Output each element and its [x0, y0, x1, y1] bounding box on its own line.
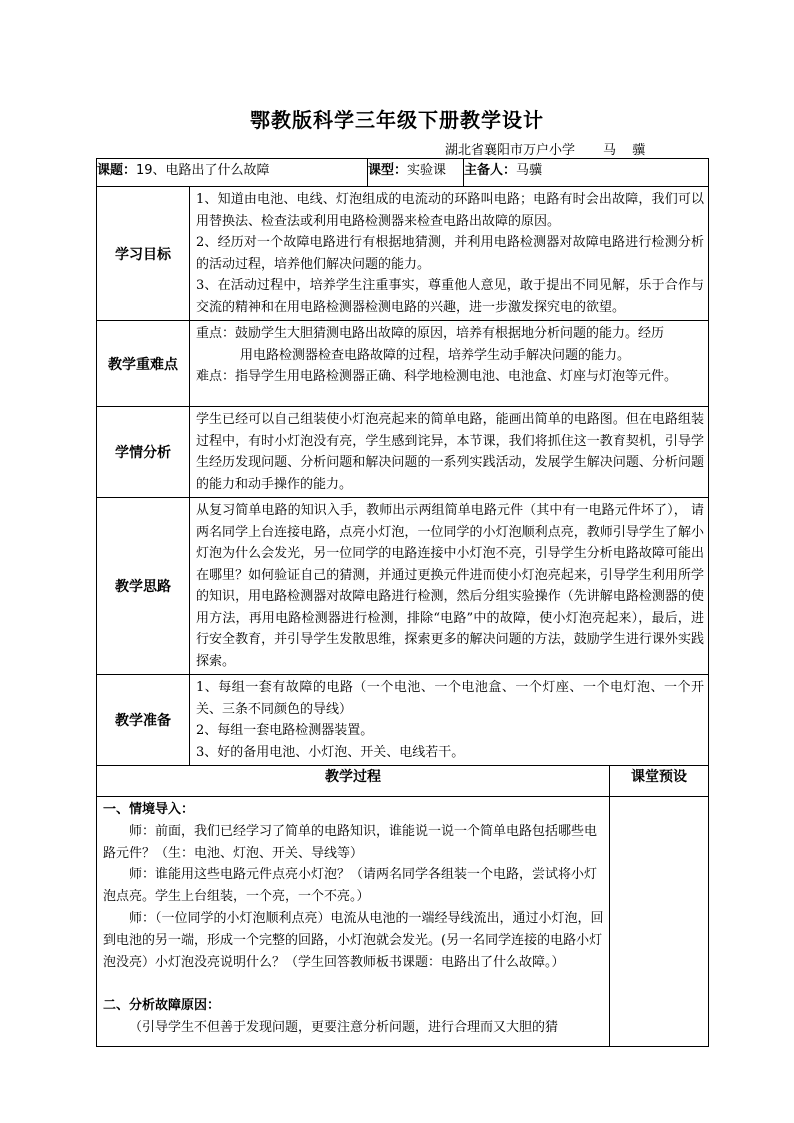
prep-item: 2、每组一套电路检测器装置。	[196, 723, 374, 738]
approach-content	[190, 498, 709, 675]
goals-label: 学习目标	[97, 187, 190, 321]
approach-text: 从复习简单电路的知识入手，教师出示两组简单电路元件（其中有一电路元件坏了）， 请两名同学上台连接电路，点亮小灯泡，一位同学的小灯泡顺利点亮，教师引导学生了解小灯泡为什么会发光，另一位同学的电路连接中小灯泡不亮，引导学生分析电路故障可能出在哪里？如何验证自己的猜测，并通过更换元件进而使小灯泡亮起来，引导学生利用所学的知识，用电路检测器对故障电路进行检测，然后分组实验操作（先讲解电路检测器的使用方法，再用电路检测器进行检测，排除“电路”中的故障，使小灯泡亮起来），最后，进行安全教育，并引导学生发散思维，探索更多的解决问题的方法，鼓励学生进行课外实践探索。	[196, 503, 704, 669]
prep-item: 1、每组一套有故障的电路（一个电池、一个电池盒、一个灯座、一个电灯泡、一个开关、三条不同颜色的导线）	[196, 680, 704, 717]
preset-content	[610, 797, 709, 1047]
prep-label: 教学准备	[97, 675, 190, 766]
preset-header: 课堂预设	[610, 766, 709, 797]
process-paragraph: 师：谁能用这些电路元件点亮小灯泡？（请两名同学各组装一个电路，尝试将小灯泡点亮。学生上台组装，一个亮，一个不亮。）	[103, 867, 598, 905]
preparer-cell	[464, 159, 709, 187]
key-difficulty: 难点：指导学生用电路检测器正确、科学地检测电池、电池盒、灯座与灯泡等元件。	[196, 369, 678, 384]
keypoints-label: 教学重难点	[97, 321, 190, 407]
preparer-label: 主备人：	[464, 163, 517, 178]
process-paragraph: （引导学生不但善于发现问题，更要注意分析问题，进行合理而又大胆的猜	[129, 1019, 559, 1035]
author-line	[445, 139, 651, 158]
goal-item: 3、在活动过程中，培养学生注重事实，尊重他人意见，敢于提出不同见解，乐于合作与交流的精神和在用电路检测器检测电路的兴趣，进一步激发探究电的欲望。	[196, 278, 704, 315]
lesson-value: 19、电路出了什么故障	[136, 163, 270, 178]
section-title: 一、情境导入：	[103, 802, 195, 817]
key-focus: 重点：鼓励学生大胆猜测电路出故障的原因，培养有根据地分析问题的能力。经历	[196, 326, 665, 341]
process-header-row	[97, 766, 709, 797]
process-body-row	[97, 797, 709, 1047]
author-name: 马 骥	[603, 143, 652, 158]
lesson-label: 课题：	[97, 163, 137, 178]
goals-row	[97, 187, 709, 321]
lesson-title-cell	[97, 159, 368, 187]
type-label: 课型：	[368, 163, 408, 178]
keypoints-content	[190, 321, 709, 407]
section-title: 二、分析故障原因：	[103, 998, 221, 1014]
process-header: 教学过程	[97, 766, 610, 797]
key-focus-cont: 用电路检测器检查电路故障的过程，培养学生动手解决问题的能力。	[240, 347, 631, 363]
analysis-row	[97, 407, 709, 498]
spacer	[103, 973, 605, 995]
type-value: 实验课	[407, 163, 447, 178]
goals-content	[190, 187, 709, 321]
goal-item: 2、经历对一个故障电路进行有根据地猜测，并利用电路检测器对故障电路进行检测分析的活动过程，培养他们解决问题的能力。	[196, 235, 704, 272]
document-title: 鄂教版科学三年级下册教学设计	[250, 108, 544, 132]
approach-label: 教学思路	[97, 498, 190, 675]
analysis-content	[190, 407, 709, 498]
analysis-label: 学情分析	[97, 407, 190, 498]
prep-item: 3、好的备用电池、小灯泡、开关、电线若干。	[196, 744, 465, 760]
goal-item: 1、知道由电池、电线、灯泡组成的电流动的环路叫电路；电路有时会出故障，我们可以用替换法、检查法或利用电路检测器来检查电路出故障的原因。	[196, 192, 704, 229]
lesson-plan-table	[96, 158, 709, 1047]
header-row	[97, 159, 709, 187]
lesson-type-cell	[368, 159, 464, 187]
process-paragraph: 师：前面，我们已经学习了简单的电路知识，谁能说一说一个简单电路包括哪些电路元件？（生：电池、灯泡、开关、导线等）	[103, 823, 598, 861]
process-content	[97, 797, 610, 1047]
preparer-value: 马骥	[516, 163, 543, 178]
analysis-text: 学生已经可以自己组装使小灯泡亮起来的简单电路，能画出简单的电路图。但在电路组装过程中，有时小灯泡没有亮，学生感到诧异，本节课，我们将抓住这一教育契机，引导学生经历发现问题、分析问题和解决问题的一系列实践活动，发展学生解决问题、分析问题的能力和动手操作的能力。	[196, 412, 704, 492]
school-name: 湖北省襄阳市万户小学	[445, 143, 576, 158]
prep-content	[190, 675, 709, 766]
approach-row	[97, 498, 709, 675]
prep-row	[97, 675, 709, 766]
process-paragraph: 师：（一位同学的小灯泡顺利点亮）电流从电池的一端经导线流出，通过小灯泡，回到电池的另一端，形成一个完整的回路，小灯泡就会发光。(另一名同学连接的电路小灯泡没亮）小灯泡没亮说明什么？（学生回答教师板书课题：电路出了什么故障。）	[103, 910, 604, 970]
keypoints-row	[97, 321, 709, 407]
